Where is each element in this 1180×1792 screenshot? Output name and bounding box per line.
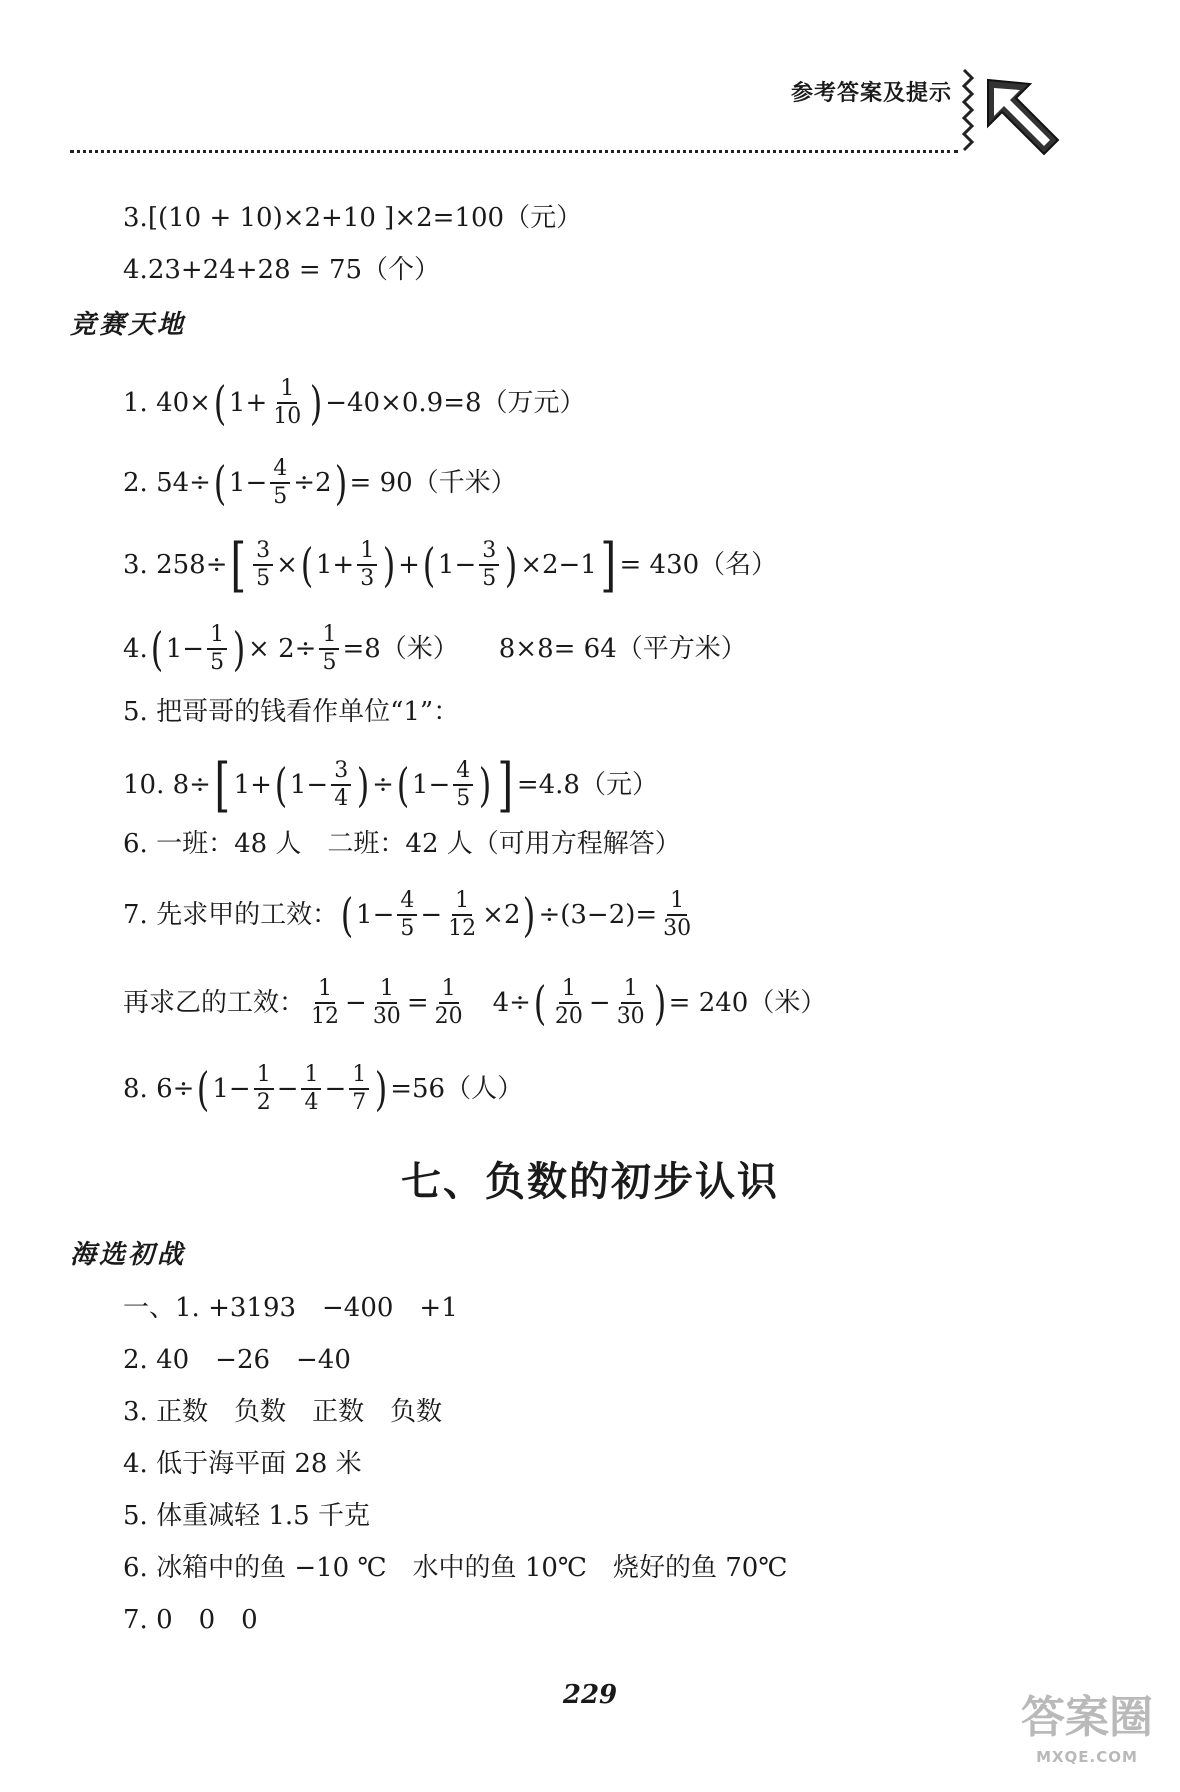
arrow-icon [958, 66, 1068, 166]
section-heading-haixuan: 海选初战 [70, 1240, 187, 1270]
page-number: 229 [562, 1680, 618, 1710]
haixuan-answer: 一、1. +3193 −400 +1 [123, 1293, 458, 1323]
answer-prev-4: 4. 23+24+28 = 75（个） [123, 255, 441, 285]
fraction: $\frac{1}{4}$ [301, 1062, 321, 1116]
fraction: $\frac{1}{30}$ [663, 888, 692, 941]
fraction: $\frac{1}{12}$ [448, 888, 477, 941]
fraction: $\frac{1}{5}$ [319, 622, 339, 676]
fraction: $\frac{4}{5}$ [270, 456, 290, 510]
compete-answer-5-formula: 10. 8÷ [ 1+ ( 1− $\frac{3}{4}$ ) ÷ ( 1− $\frac{4}{5}$ ) ] =4.8（元） [123, 751, 658, 819]
compete-answer-7: 7. 先求甲的工效： ( 1− $\frac{4}{5}$ − $\frac{1}{12}$ ×2 ) ÷(3−2)= $\frac{1}{30}$ [123, 888, 697, 942]
haixuan-answer: 5. 体重减轻 1.5 千克 [123, 1501, 370, 1531]
fraction: $\frac{1}{7}$ [349, 1062, 369, 1116]
haixuan-answer: 6. 冰箱中的鱼 −10 ℃ 水中的鱼 10℃ 烧好的鱼 70℃ [123, 1553, 788, 1583]
fraction: $\frac{1}{20}$ [434, 976, 463, 1029]
section-heading-compete: 竞赛天地 [70, 310, 187, 340]
fraction: $\frac{3}{5}$ [479, 538, 499, 592]
header-title: 参考答案及提示 [790, 81, 952, 106]
compete-answer-8: 8. 6÷ ( 1− $\frac{1}{2}$ − $\frac{1}{4}$ − $\frac{1}{7}$ ) =56（人） [123, 1062, 524, 1116]
compete-answer-2: 2. 54÷ ( 1− $\frac{4}{5}$ ÷2 ) = 90（千米） [123, 456, 517, 510]
fraction: $\frac{1}{30}$ [616, 976, 645, 1029]
haixuan-answer: 2. 40 −26 −40 [123, 1345, 351, 1375]
haixuan-answer: 7. 0 0 0 [123, 1605, 258, 1635]
compete-answer-3: 3. 258÷ [ $\frac{3}{5}$ × ( 1+ $\frac{1}{3}$ ) + ( 1− $\frac{3}{5}$ ) ×2−1 ] = 430（名） [123, 531, 778, 599]
fraction: $\frac{1}{10}$ [273, 376, 302, 429]
fraction: $\frac{3}{4}$ [331, 758, 351, 812]
fraction: $\frac{4}{5}$ [453, 758, 473, 812]
fraction: $\frac{1}{30}$ [372, 976, 401, 1029]
fraction: $\frac{3}{5}$ [253, 538, 273, 592]
answer-prev-3: 3. [(10 + 10)×2+10 ]×2=100（元） [123, 203, 583, 233]
fraction: $\frac{4}{5}$ [397, 888, 417, 942]
header-dotted-rule [70, 150, 958, 153]
fraction: $\frac{1}{5}$ [207, 622, 227, 676]
compete-answer-6: 6. 一班：48 人 二班：42 人（可用方程解答） [123, 829, 681, 859]
compete-answer-1: 1. 40× ( 1+ $\frac{1}{10}$ ) −40×0.9=8（万元） [123, 376, 586, 430]
fraction: $\frac{1}{12}$ [311, 976, 340, 1029]
fraction: $\frac{1}{2}$ [254, 1062, 274, 1116]
chapter-title: 七、负数的初步认识 [401, 1159, 779, 1205]
fraction: $\frac{1}{20}$ [554, 976, 583, 1029]
compete-answer-4: 4. ( 1− $\frac{1}{5}$ ) × 2÷ $\frac{1}{5}$ =8（米） 8×8= 64（平方米） [123, 622, 747, 676]
compete-answer-5: 5. 把哥哥的钱看作单位“1”： [123, 697, 460, 727]
haixuan-answer: 4. 低于海平面 28 米 [123, 1449, 362, 1479]
watermark-logo: 答案圈 MXQE.COM [1021, 1692, 1153, 1766]
haixuan-answer: 3. 正数 负数 正数 负数 [123, 1397, 443, 1427]
fraction: $\frac{1}{3}$ [357, 538, 377, 592]
compete-answer-7-cont: 再求乙的工效： $\frac{1}{12}$ − $\frac{1}{30}$ = $\frac{1}{20}$ 4÷ ( $\frac{1}{20}$ − $\frac{1}{30}$ ) = 240（米） [123, 976, 827, 1030]
